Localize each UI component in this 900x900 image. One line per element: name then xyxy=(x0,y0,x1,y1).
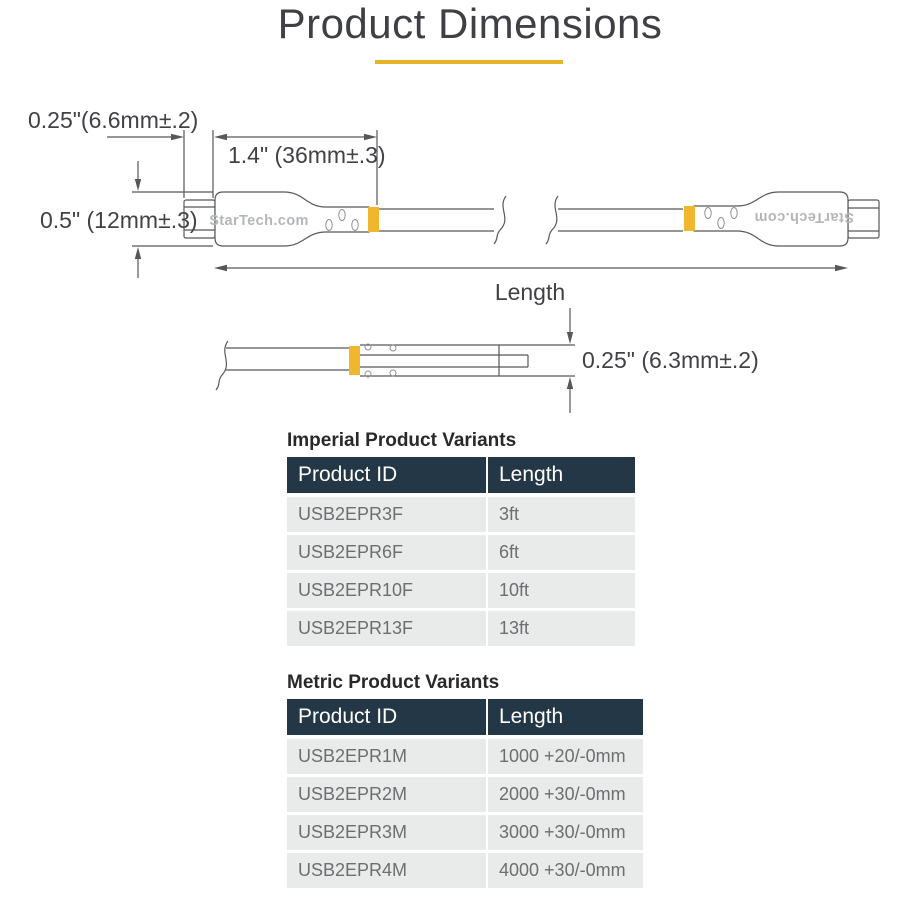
cell-length: 3000 +30/-0mm xyxy=(488,815,643,850)
cell-length: 1000 +20/-0mm xyxy=(488,739,643,774)
table-row xyxy=(287,777,643,812)
metric-variants-table xyxy=(287,699,643,891)
cable-side-profile-drawing xyxy=(216,341,575,390)
usb-c-connector-drawing xyxy=(184,192,379,246)
dim-label-profile-height: 0.25" (6.3mm±.2) xyxy=(582,347,759,373)
dim-label-connector-length: 1.4" (36mm±.3) xyxy=(228,142,386,168)
imperial-variants-table xyxy=(287,457,635,649)
cell-product-id: USB2EPR3F xyxy=(287,497,488,532)
table-row xyxy=(287,739,643,774)
title-underline xyxy=(375,60,563,64)
page-header xyxy=(40,0,900,48)
column-header-product-id: Product ID xyxy=(287,457,488,493)
cell-length: 10ft xyxy=(488,573,635,608)
column-header-length: Length xyxy=(499,463,564,486)
table-row xyxy=(287,535,635,570)
cell-length: 3ft xyxy=(488,497,635,532)
cell-length: 4000 +30/-0mm xyxy=(488,853,643,888)
table-header-row xyxy=(287,699,643,735)
page-title: Product Dimensions xyxy=(277,0,663,47)
cell-product-id: USB2EPR1M xyxy=(287,739,488,774)
cable-drawing xyxy=(379,196,683,244)
column-header-product-id: Product ID xyxy=(287,699,488,735)
table-row xyxy=(287,497,635,532)
table-header-row xyxy=(287,457,635,493)
imperial-table-heading: Imperial Product Variants xyxy=(287,430,517,451)
product-dimension-diagram xyxy=(0,95,900,425)
dim-label-connector-height: 0.5" (12mm±.3) xyxy=(40,207,198,233)
cell-product-id: USB2EPR6F xyxy=(287,535,488,570)
dim-label-cable-length: Length xyxy=(494,279,566,305)
cell-length: 6ft xyxy=(488,535,635,570)
brand-logo-text: StarTech.com xyxy=(209,213,309,229)
cell-product-id: USB2EPR4M xyxy=(287,853,488,888)
cell-product-id: USB2EPR2M xyxy=(287,777,488,812)
column-header-length: Length xyxy=(499,705,564,728)
table-row xyxy=(287,815,643,850)
cell-length: 13ft xyxy=(488,611,635,646)
table-row xyxy=(287,573,635,608)
table-row xyxy=(287,853,643,888)
cell-product-id: USB2EPR13F xyxy=(287,611,488,646)
table-row xyxy=(287,611,635,646)
dim-label-plug-length: 0.25"(6.6mm±.2) xyxy=(28,107,199,133)
cell-product-id: USB2EPR3M xyxy=(287,815,488,850)
usb-c-connector-drawing-right xyxy=(684,192,879,246)
metric-table-heading: Metric Product Variants xyxy=(287,672,500,693)
cell-length: 2000 +30/-0mm xyxy=(488,777,643,812)
cell-product-id: USB2EPR10F xyxy=(287,573,488,608)
strain-relief-band-side xyxy=(349,346,360,375)
strain-relief-band xyxy=(368,207,379,232)
